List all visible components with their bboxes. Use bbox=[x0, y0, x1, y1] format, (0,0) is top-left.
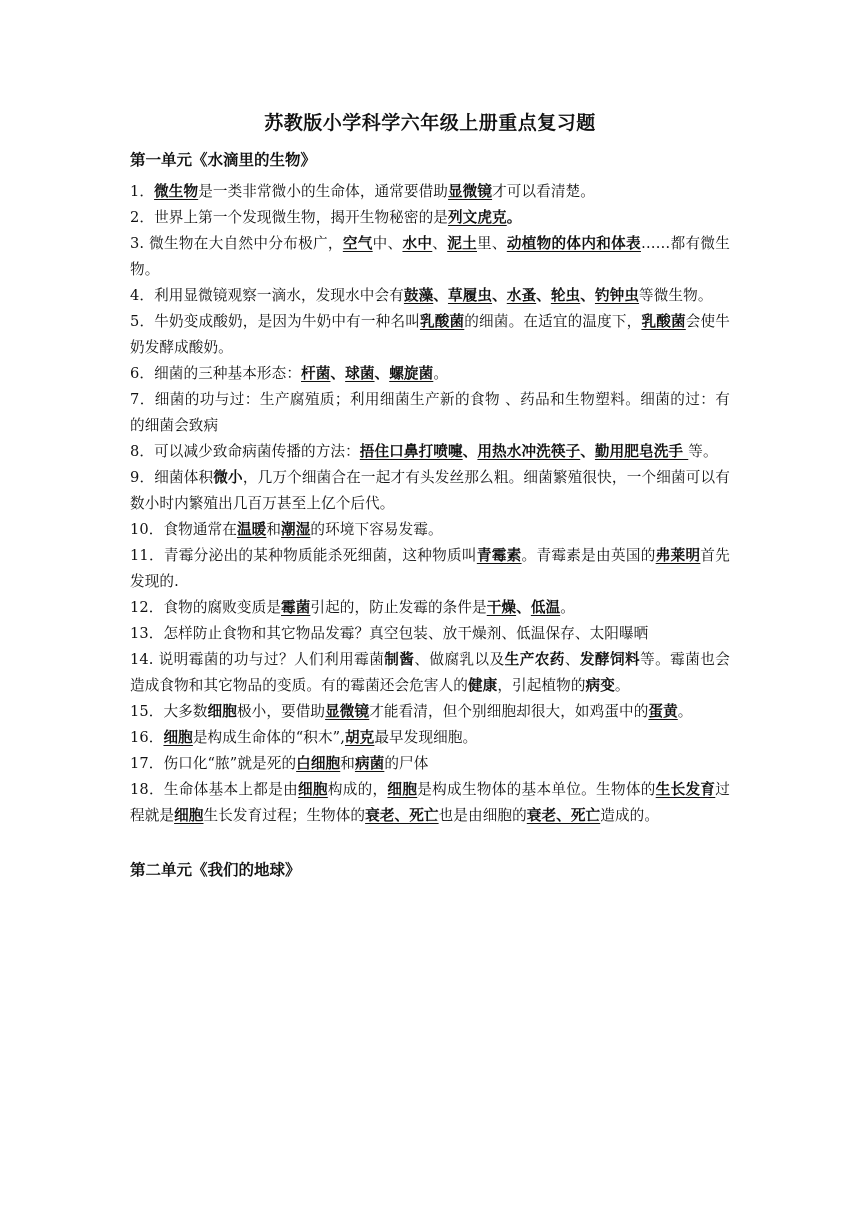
review-item bbox=[130, 725, 730, 751]
unit2-heading: 第二单元《我们的地球》 bbox=[130, 860, 301, 879]
item-text: 、 bbox=[564, 651, 580, 668]
item-text: 。 bbox=[614, 677, 630, 694]
key-term: 细胞 bbox=[207, 703, 237, 720]
key-term-underlined: 球菌 bbox=[345, 365, 375, 382]
key-term: 、 bbox=[330, 365, 346, 382]
item-text: 会使牛奶发酵成酸奶。 bbox=[130, 313, 730, 356]
item-text: 11．青霉分泌出的某种物质能杀死细菌，这种物质叫 bbox=[130, 547, 477, 564]
key-term-underlined: 动植物的体内和体表 bbox=[506, 235, 641, 252]
key-term-underlined: 白细胞 bbox=[296, 755, 341, 772]
review-item bbox=[130, 231, 730, 283]
item-text: 5．牛奶变成酸奶，是因为牛奶中有一种名叫 bbox=[130, 313, 420, 330]
key-term: 、 bbox=[462, 443, 478, 460]
key-term-underlined: 弗莱明 bbox=[655, 547, 701, 564]
key-term-underlined: 生长发育 bbox=[655, 781, 716, 798]
key-term-underlined: 细胞 bbox=[387, 781, 418, 798]
review-item bbox=[130, 179, 730, 205]
key-term-underlined: 低温 bbox=[530, 599, 561, 616]
item-text: 才能看清，但个别细胞却很大，如鸡蛋中的 bbox=[369, 703, 649, 720]
key-term-underlined: 霉菌 bbox=[281, 599, 311, 616]
key-term: 发酵饲料 bbox=[579, 651, 641, 668]
key-term-underlined: 钓钟虫 bbox=[594, 287, 640, 304]
item-text: 4．利用显微镜观察一滴水，发现水中会有 bbox=[130, 287, 404, 304]
item-text: 。青霉素是由英国的 bbox=[521, 547, 656, 564]
review-item bbox=[130, 361, 730, 387]
item-text: 是构成生物体的基本单位。生物体的 bbox=[417, 781, 656, 798]
key-term: 、 bbox=[492, 287, 507, 304]
item-text: 。 bbox=[677, 703, 693, 720]
review-item bbox=[130, 751, 730, 777]
item-text: 首先发现的. bbox=[130, 547, 730, 590]
key-term-underlined: 螺旋菌 bbox=[389, 365, 434, 382]
key-term: 微小 bbox=[213, 469, 243, 486]
key-term: 生产农药 bbox=[504, 651, 565, 668]
item-text: 8．可以减少致命病菌传播的方法： bbox=[130, 443, 360, 460]
review-item bbox=[130, 595, 730, 621]
review-item bbox=[130, 647, 730, 699]
key-term-underlined: 捂住口鼻打喷嚏 bbox=[359, 443, 463, 460]
item-text: 。 bbox=[560, 599, 575, 616]
review-item bbox=[130, 387, 730, 439]
item-text: 生长发育过程；生物体的 bbox=[203, 807, 366, 824]
review-item bbox=[130, 205, 730, 231]
key-term-underlined: 细胞 bbox=[163, 729, 193, 746]
item-text: 构成的， bbox=[327, 781, 388, 798]
item-text: 14. 说明霉菌的功与过？人们利用霉菌 bbox=[130, 651, 385, 668]
review-item bbox=[130, 777, 730, 829]
key-term-underlined: 显微镜 bbox=[325, 703, 370, 720]
item-text: 的尸体 bbox=[384, 755, 429, 772]
review-item bbox=[130, 517, 730, 543]
key-term-underlined: 乳酸菌 bbox=[419, 313, 465, 330]
key-term-underlined: 列文虎克 bbox=[447, 209, 507, 226]
key-term-underlined: 乳酸菌 bbox=[641, 313, 686, 330]
item-text: 6．细菌的三种基本形态： bbox=[130, 365, 302, 382]
item-text: 15．大多数 bbox=[130, 703, 208, 720]
key-term-underlined: 草履虫 bbox=[447, 287, 493, 304]
item-text: 过程就是 bbox=[130, 781, 730, 824]
item-text: 是构成生命体的“积木”, bbox=[192, 729, 345, 746]
item-text: 等。 bbox=[688, 443, 718, 460]
item-text: 13．怎样防止食物和其它物品发霉？真空包装、放干燥剂、低温保存、太阳曝晒 bbox=[130, 625, 649, 642]
item-text: 才可以看清楚。 bbox=[492, 183, 595, 200]
item-text: 里、 bbox=[477, 235, 507, 252]
item-text: 18．生命体基本上都是由 bbox=[130, 781, 298, 798]
item-text: ，引起植物的 bbox=[497, 677, 586, 694]
key-term: 制酱 bbox=[384, 651, 415, 668]
key-term: 病变 bbox=[585, 677, 615, 694]
item-text: 和 bbox=[340, 755, 355, 772]
key-term-underlined: 潮湿 bbox=[281, 521, 311, 538]
key-term: 、 bbox=[536, 287, 551, 304]
key-term: 、 bbox=[516, 599, 531, 616]
review-item bbox=[130, 309, 730, 361]
key-term: 、 bbox=[580, 287, 595, 304]
review-item bbox=[130, 699, 730, 725]
item-text: 引起的，防止发霉的条件是 bbox=[310, 599, 487, 616]
key-term: 、 bbox=[374, 365, 390, 382]
item-text: 、做腐乳以及 bbox=[414, 651, 505, 668]
item-text: 。 bbox=[433, 365, 449, 382]
key-term-underlined: 病菌 bbox=[354, 755, 385, 772]
key-term-underlined: 青霉素 bbox=[476, 547, 522, 564]
key-term-underlined: 细胞 bbox=[174, 807, 204, 824]
key-term-underlined: 衰老、死亡 bbox=[526, 807, 601, 824]
item-text: 最早发现细胞。 bbox=[374, 729, 478, 746]
item-text: ……都有微生物。 bbox=[130, 235, 730, 278]
item-text: 的细菌。在适宜的温度下， bbox=[464, 313, 642, 330]
document-page bbox=[130, 108, 730, 889]
item-text: 16． bbox=[130, 729, 164, 746]
item-text: 极小，要借助 bbox=[236, 703, 326, 720]
key-term-underlined: 鼓藻 bbox=[403, 287, 434, 304]
item-text: 等。霉菌也会造成食物和其它物品的变质。有的霉菌还会危害人的 bbox=[130, 651, 730, 694]
review-item bbox=[130, 543, 730, 595]
key-term-underlined: 水蚤 bbox=[506, 287, 537, 304]
key-term-underlined: 细胞 bbox=[298, 781, 328, 798]
key-term-underlined: 显微镜 bbox=[447, 183, 493, 200]
review-item bbox=[130, 465, 730, 517]
item-text: 9．细菌体积 bbox=[130, 469, 214, 486]
key-term-underlined: 干燥 bbox=[486, 599, 517, 616]
section-spacer bbox=[130, 829, 730, 857]
item-text: 3. 微生物在大自然中分布极广， bbox=[130, 235, 343, 252]
key-term-underlined: 勤用肥皂洗手 bbox=[594, 443, 689, 460]
unit1-question-list bbox=[130, 179, 730, 829]
key-term-underlined: 空气 bbox=[342, 235, 373, 252]
item-text: 是一类非常微小的生命体，通常要借助 bbox=[198, 183, 448, 200]
key-term-underlined: 泥土 bbox=[447, 235, 477, 252]
item-text: 和 bbox=[266, 521, 282, 538]
key-term-underlined: 温暖 bbox=[236, 521, 267, 538]
item-text: 7．细菌的功与过：生产腐殖质；利用细菌生产新的食物 、药品和生物塑料。细菌的过：有的细菌会致病 bbox=[130, 391, 730, 434]
item-text: 17．伤口化“脓”就是死的 bbox=[130, 755, 297, 772]
item-text: 1． bbox=[130, 183, 155, 200]
key-term: 、 bbox=[580, 443, 595, 460]
key-term: 、 bbox=[433, 287, 448, 304]
item-text: 12．食物的腐败变质是 bbox=[130, 599, 282, 616]
key-term-underlined: 轮虫 bbox=[550, 287, 581, 304]
key-term-underlined: 衰老、死亡 bbox=[365, 807, 439, 824]
item-text: 中、 bbox=[372, 235, 403, 252]
key-term-underlined: 用热水冲洗筷子 bbox=[477, 443, 581, 460]
unit1-heading: 第一单元《水滴里的生物》 bbox=[130, 150, 317, 169]
item-text: 也是由细胞的 bbox=[438, 807, 527, 824]
item-text: 2．世界上第一个发现微生物，揭开生物秘密的是 bbox=[130, 209, 448, 226]
item-text: 10．食物通常在 bbox=[130, 521, 237, 538]
review-item bbox=[130, 439, 730, 465]
key-term: 健康 bbox=[467, 677, 498, 694]
review-item bbox=[130, 283, 730, 309]
item-text: 的环境下容易发霉。 bbox=[310, 521, 443, 538]
key-term: 。 bbox=[506, 209, 522, 226]
key-term-underlined: 杆菌 bbox=[301, 365, 331, 382]
item-text: 造成的。 bbox=[600, 807, 660, 824]
key-term-underlined: 蛋黄 bbox=[648, 703, 678, 720]
item-text: 等微生物。 bbox=[639, 287, 713, 304]
item-text: ，几万个细菌合在一起才有头发丝那么粗。细菌繁殖很快，一个细菌可以有数小时内繁殖出几百万甚至上亿个后代。 bbox=[130, 469, 730, 512]
document-title: 苏教版小学科学六年级上册重点复习题 bbox=[264, 112, 596, 134]
key-term-underlined: 微生物 bbox=[154, 183, 199, 200]
review-item bbox=[130, 621, 730, 647]
key-term-underlined: 胡克 bbox=[344, 729, 375, 746]
key-term-underlined: 水中 bbox=[402, 235, 433, 252]
item-text: 、 bbox=[432, 235, 448, 252]
